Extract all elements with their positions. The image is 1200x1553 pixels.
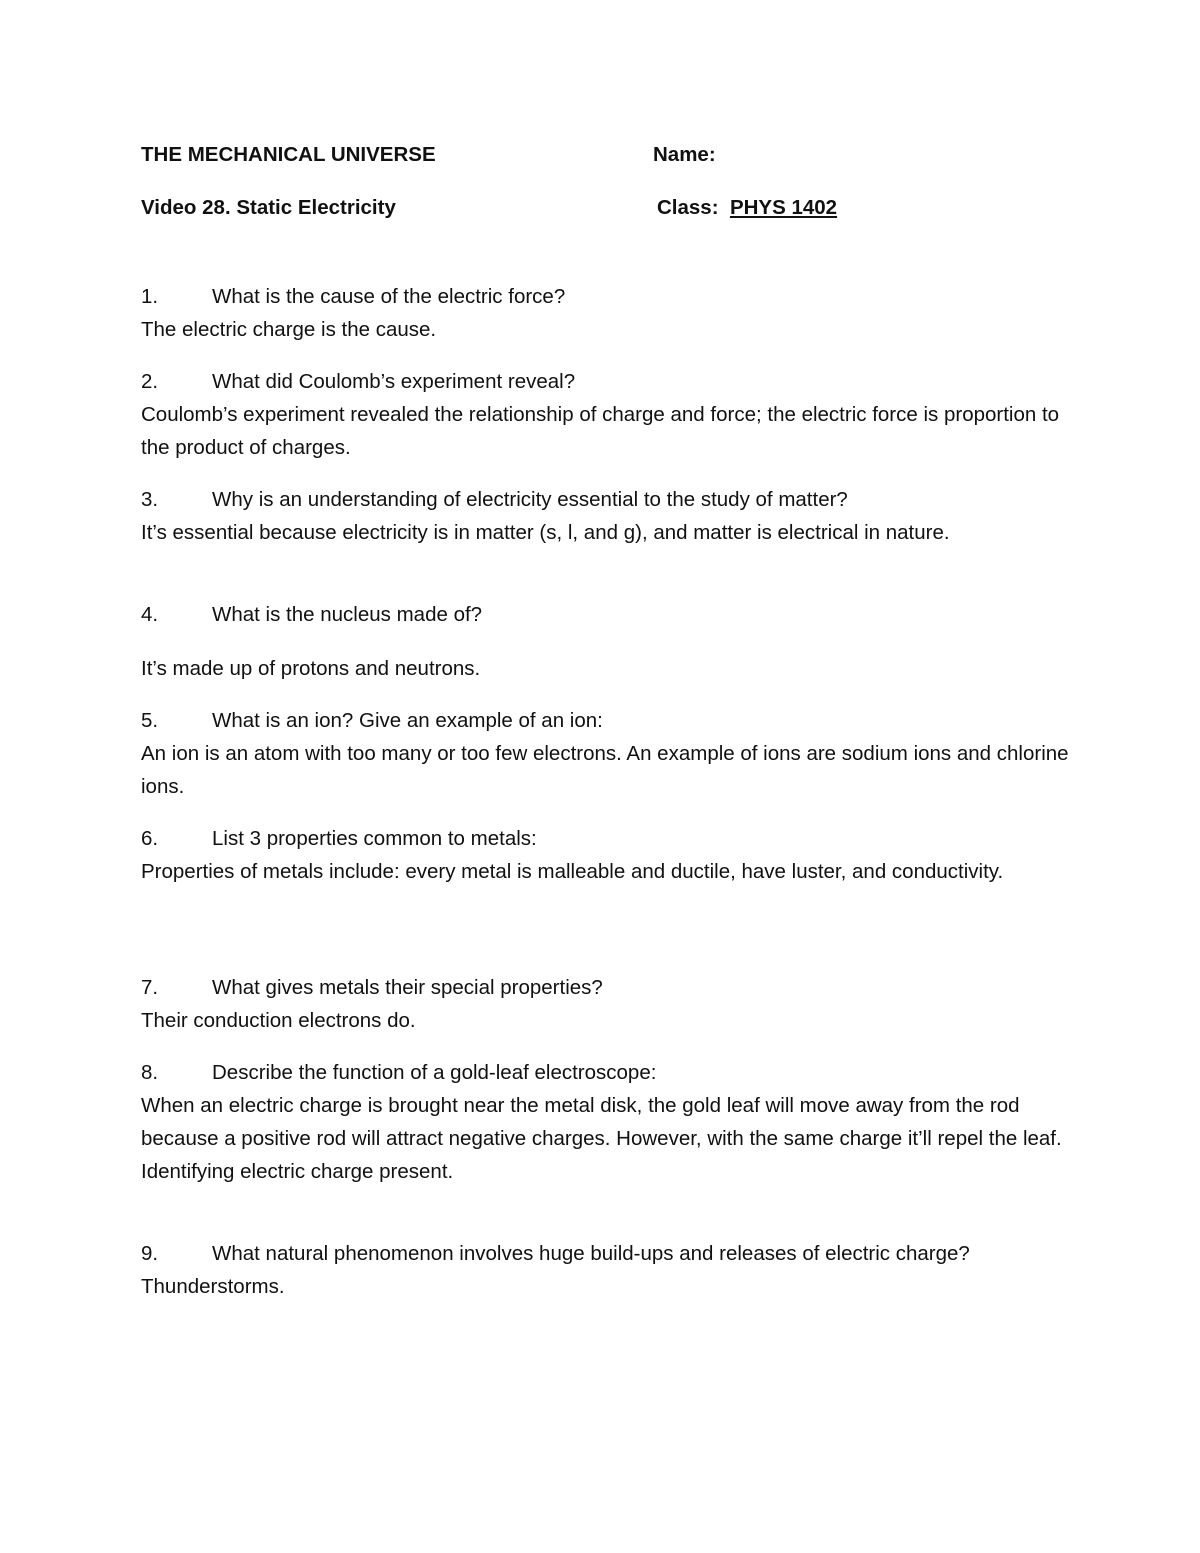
answer-text: Coulomb’s experiment revealed the relationship of charge and force; the electric force is proportion to the product of charges. [141, 403, 1060, 459]
question-block-7 [141, 971, 1071, 1037]
video-title: Video 28. Static Electricity [141, 196, 396, 219]
question-text: What natural phenomenon involves huge build-ups and releases of electric charge? [212, 1242, 970, 1265]
question-text: What did Coulomb’s experiment reveal? [212, 370, 576, 393]
question-block-1 [141, 280, 1071, 346]
question-block-5 [141, 704, 1071, 803]
document-title: THE MECHANICAL UNIVERSE [141, 143, 436, 166]
question-block-6 [141, 822, 1071, 888]
answer-text: Thunderstorms. [141, 1275, 285, 1298]
class-label: Class: [657, 196, 719, 219]
question-block-4 [141, 598, 1071, 685]
question-text: What gives metals their special properties? [212, 976, 603, 999]
question-number: 3. [141, 488, 159, 511]
question-number: 7. [141, 976, 159, 999]
question-text: What is an ion? Give an example of an ion: [212, 709, 603, 732]
question-number: 4. [141, 603, 159, 626]
question-block-2 [141, 365, 1071, 464]
question-block-8 [141, 1056, 1071, 1188]
question-number: 1. [141, 285, 159, 308]
name-label: Name: [653, 143, 716, 166]
question-number: 9. [141, 1242, 159, 1265]
question-number: 5. [141, 709, 159, 732]
class-field [657, 195, 837, 221]
answer-text: Their conduction electrons do. [141, 1009, 416, 1032]
question-text: List 3 properties common to metals: [212, 827, 537, 850]
answer-text: The electric charge is the cause. [141, 318, 437, 341]
question-block-9 [141, 1237, 1071, 1303]
question-block-3 [141, 483, 1071, 549]
question-text: Describe the function of a gold-leaf electroscope: [212, 1061, 657, 1084]
answer-text: It’s made up of protons and neutrons. [141, 657, 481, 680]
question-number: 2. [141, 370, 159, 393]
question-number: 6. [141, 827, 159, 850]
answer-text: Properties of metals include: every metal is malleable and ductile, have luster, and conductivity. [141, 860, 1004, 883]
question-number: 8. [141, 1061, 159, 1084]
question-text: What is the cause of the electric force? [212, 285, 566, 308]
answer-text: When an electric charge is brought near the metal disk, the gold leaf will move away from the rod because a positive rod will attract negative charges. However, with the same charge it’ll repel the leaf. Identifying electric charge present. [141, 1094, 1062, 1183]
question-text: Why is an understanding of electricity essential to the study of matter? [212, 488, 848, 511]
answer-text: It’s essential because electricity is in matter (s, l, and g), and matter is electrical in nature. [141, 521, 950, 544]
question-text: What is the nucleus made of? [212, 603, 483, 626]
answer-text: An ion is an atom with too many or too few electrons. An example of ions are sodium ions and chlorine ions. [141, 742, 1069, 798]
class-value: PHYS 1402 [729, 196, 838, 219]
